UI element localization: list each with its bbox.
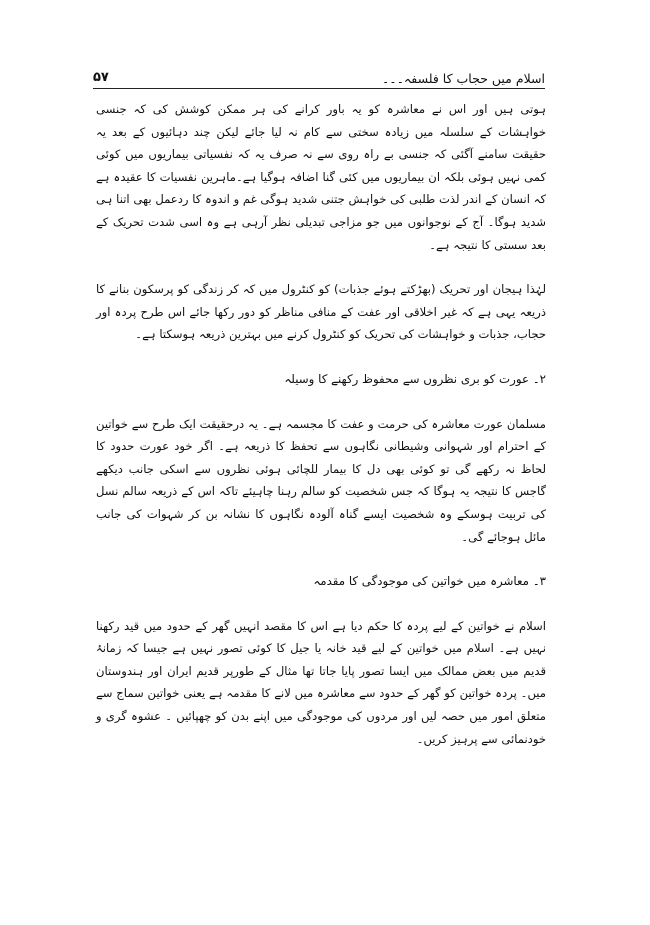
section-heading-2: ۲۔ عورت کو بری نظروں سے محفوظ رکھنے کا وسیلہ bbox=[284, 371, 546, 386]
page-number: ۵۷ bbox=[93, 70, 109, 86]
body-paragraph-2: لہٰذا ہیجان اور تحریک (بھڑکتے ہوئے جذبات) کو کنٹرول میں کہ کر زندگی کو پرسکون بنانے کا ذریعہ یہی ہے کہ غیر اخلاقی اور عفت کے منافی مناظر کو دور رکھا جائے اس طرح پردہ اور حجاب، جذبات و خواہشات کی تحریک کو کنٹرول کرنے میں بہترین ذریعہ ہوسکتا ہے۔ bbox=[96, 282, 546, 342]
page-body bbox=[96, 98, 546, 772]
body-paragraph-3: مسلمان عورت معاشرہ کی حرمت و عفت کا مجسمہ ہے۔ یہ درحقیقت ایک طرح سے خواتین کے احترام اور شہوانی وشیطانی نگاہوں سے تحفظ کا ذریعہ ہے۔ اگر خود عورت حدود کا لحاظ نہ رکھے گی تو کوئی بھی دل کا بیمار للچائی ہوئی نظروں سے اسکی جانب دیکھے گاجس کا نتیجہ یہ ہوگا کہ جس شخصیت کو سالم رہنا چاہیئے تاکہ اس کے ذریعہ سالم نسل کی تربیت ہوسکے وہ شخصیت ایسے گناہ آلودہ نگاہوں کا نشانہ بن کر شہوات کی جانب مائل ہوجائے گی۔ bbox=[96, 416, 546, 544]
running-header bbox=[93, 62, 545, 86]
section-heading-3: ۳۔ معاشرہ میں خواتین کی موجودگی کا مقدمہ bbox=[313, 574, 546, 589]
body-paragraph-4: اسلام نے خواتین کے لیے پردہ کا حکم دیا ہے اس کا مقصد انہیں گھر کے حدود میں قید رکھنا نہیں ہے۔ اسلام میں خواتین کے لیے قید خانہ یا جیل کا کوئی تصور نہیں ہے جیسا کہ زمانۂ قدیم میں بعض ممالک میں ایسا تصور پایا جاتا تھا مثال کے طورپر قدیم ایران اور ہندوستان میں۔ پردہ خواتین کو گھر کے حدود سے معاشرہ میں لانے کا مقدمہ ہے یعنی خواتین سماج سے متعلق امور میں حصہ لیں اور مردوں کی موجودگی میں اپنے بدن کو چھپائیں ۔ عشوہ گری و خودنمائی سے پرہیز کریں۔ bbox=[96, 618, 546, 746]
header-divider bbox=[93, 88, 545, 89]
body-paragraph-1: ہوتی ہیں اور اس نے معاشرہ کو یہ باور کرانے کی ہر ممکن کوشش کی کہ جنسی خواہشات کے سلسلہ میں زیادہ سختی سے کام نہ لیا جائے لیکن چند دہائیوں کے بعد یہ حقیقت سامنے آگئی کہ جنسی بے راہ روی سے نہ صرف یہ کہ نفسیاتی بیماریوں میں کوئی کمی نہیں ہوئی بلکہ ان بیماریوں میں کئی گنا اضافہ ہوگیا ہے۔ماہرین نفسیات کا عقیدہ ہے کہ انسان کے اندر لذت طلبی کی خواہش جتنی شدید ہوگی غم و اندوہ کا ردعمل بھی اتنا ہی شدید ہوگا۔ آج کے نوجوانوں میں جو مزاجی تبدیلی نظر آرہی ہے وہ اسی شدت تحریک کے بعد سستی کا نتیجہ ہے۔ bbox=[96, 102, 546, 252]
running-header-title: اسلام میں حجاب کا فلسفہ۔۔۔ bbox=[381, 71, 545, 86]
